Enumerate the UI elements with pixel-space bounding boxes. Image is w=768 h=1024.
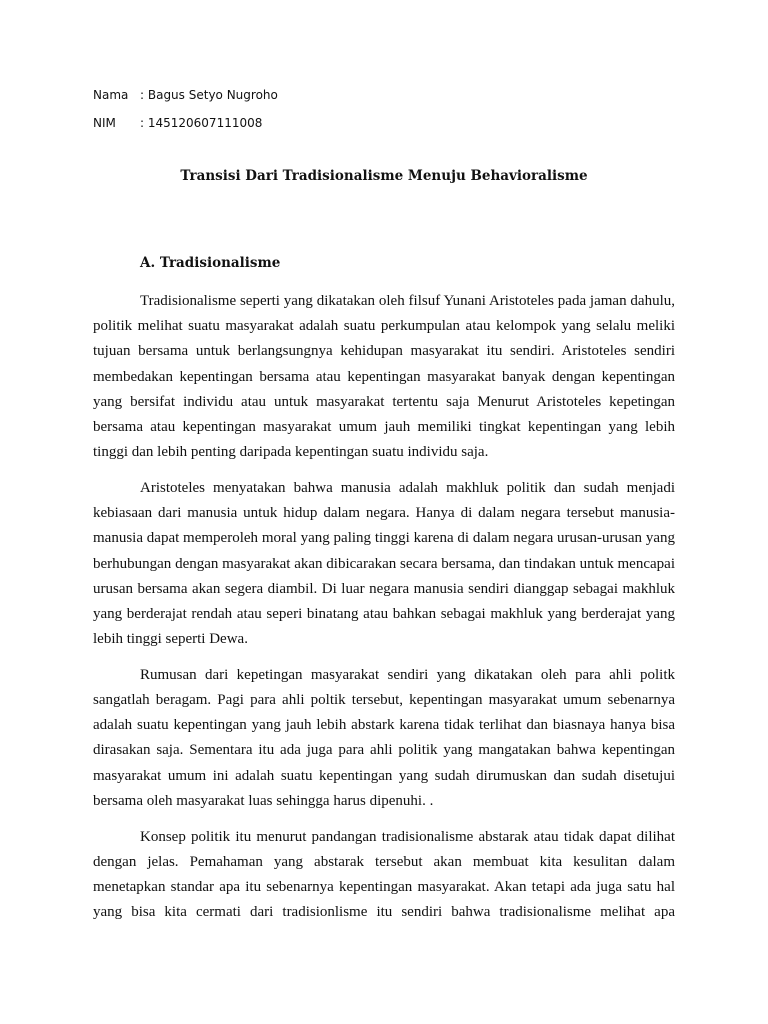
paragraph-1: Tradisionalisme seperti yang dikatakan oleh filsuf Yunani Aristoteles pada jaman dahulu, politik melihat suatu masyarakat adalah suatu perkumpulan atau kelompok yang selalu meliki tujuan bersama untuk berlangsungnya kehidupan masyarakat itu sendiri. Aristoteles sendiri membedakan kepentingan bersama atau kepentingan masyarakat banyak dengan kepentingan yang bersifat individu atau untuk masyarakat tertentu saja Menurut Aristoteles kepetingan bersama atau kepentingan masyarakat umum jauh memiliki tingkat kepentingan yang lebih tinggi dan lebih penting daripada kepentingan suatu individu saja. <box>93 293 675 461</box>
document-body <box>93 289 675 936</box>
paragraph-4: Konsep politik itu menurut pandangan tradisionalisme abstarak atau tidak dapat dilihat dengan jelas. Pemahaman yang abstarak tersebut akan membuat kita kesulitan dalam menetapkan standar apa itu sebenarnya kepentingan masyarakat. Akan tetapi ada juga satu hal yang bisa kita cermati dari tradisionlisme itu sendiri bahwa tradisionalisme melihat apa <box>93 828 675 921</box>
section-heading: A. Tradisionalisme <box>140 255 281 271</box>
nim-label: NIM <box>93 116 116 130</box>
name-label: Nama <box>93 88 129 102</box>
paragraph-3: Rumusan dari kepetingan masyarakat sendiri yang dikatakan oleh para ahli politk sangatlah beragam. Pagi para ahli poltik tersebut, kepentingan masyarakat umum sebenarnya adalah suatu kepentingan yang jauh lebih abstark karena tidak terlihat dan biasnaya hanya bisa dirasakan saja. Sementara itu ada juga para ahli politik yang mangatakan bahwa kepentingan masyarakat umum ini adalah suatu kepentingan yang sudah dirumuskan dan sudah disetujui bersama oleh masyarakat luas sehingga harus dipenuhi. . <box>93 666 675 809</box>
nim-value: : 145120607111008 <box>140 116 263 130</box>
student-name-line <box>93 88 278 102</box>
student-nim-line <box>93 116 262 130</box>
paragraph-2: Aristoteles menyatakan bahwa manusia adalah makhluk politik dan sudah menjadi kebiasaan dari manusia untuk hidup dalam negara. Hanya di dalam negara tersebut manusia-manusia dapat memperoleh moral yang paling tinggi karena di dalam negara urusan-urusan yang berhubungan dengan masyarakat akan dibicarakan secara bersama, dan tindakan untuk mencapai urusan bersama akan segera diambil. Di luar negara manusia sendiri dianggap sebagai makhluk yang berderajat rendah atau seperi binatang atau bahkan sebagai makhluk yang berderajat yang lebih tinggi seperti Dewa. <box>93 479 675 648</box>
document-title: Transisi Dari Tradisionalisme Menuju Behavioralisme <box>180 168 588 184</box>
name-value: : Bagus Setyo Nugroho <box>140 88 278 102</box>
